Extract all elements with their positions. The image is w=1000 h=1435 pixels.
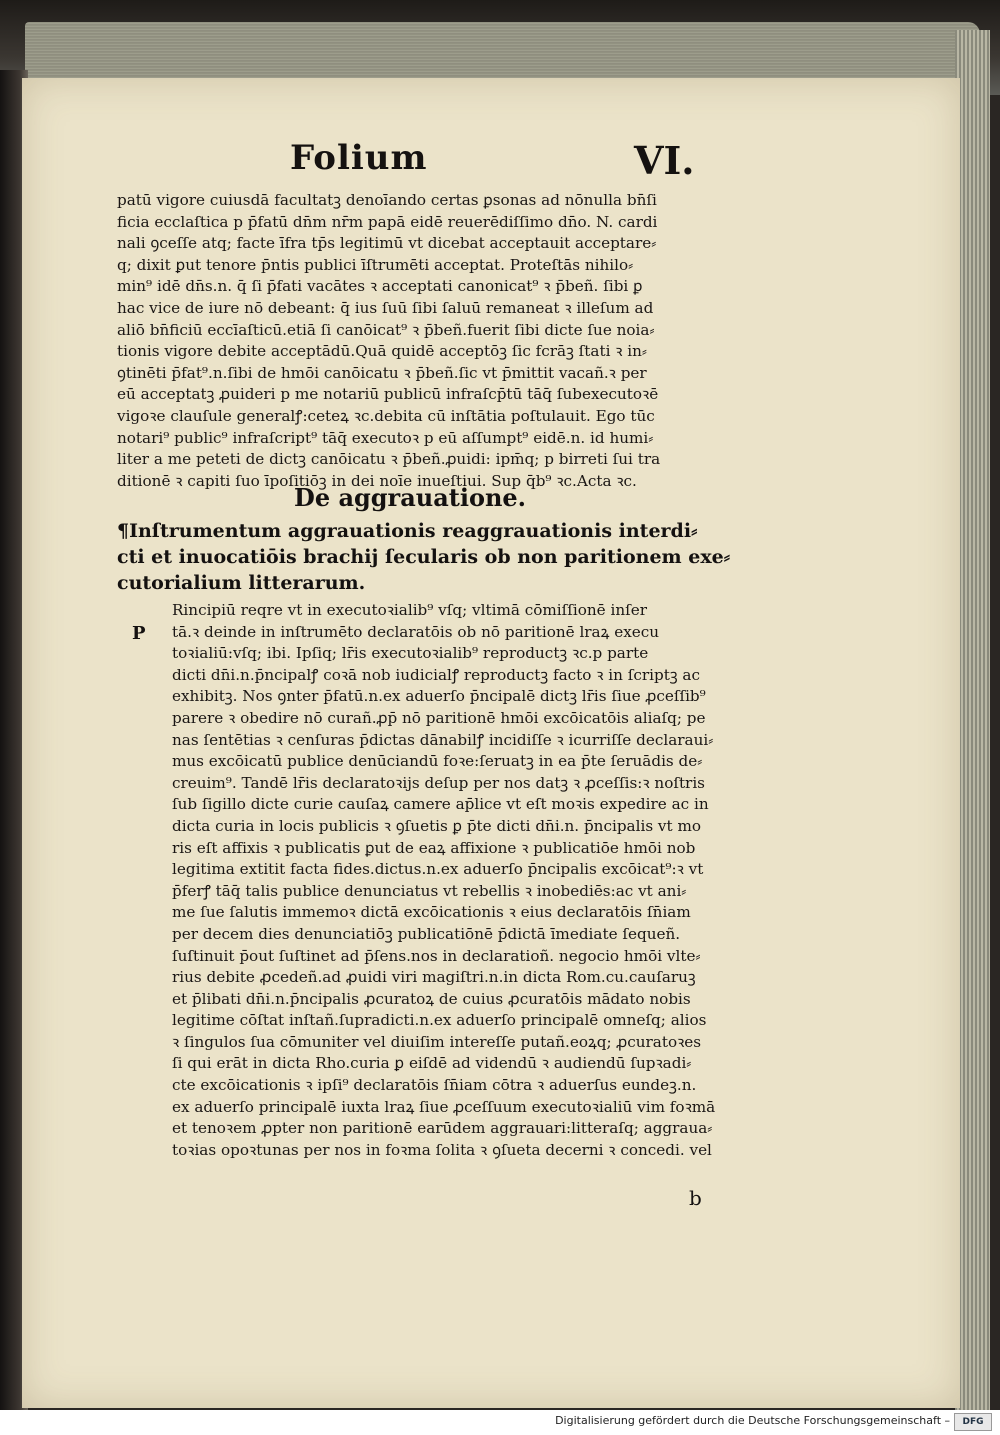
text-line: parere ꝛ obedire nō curañ.ꝓp̄ nō paritionē hmōi excōicatōis aliaſq; pe	[172, 708, 706, 727]
initial-letter: P	[132, 623, 146, 644]
text-line: dicti dn̄i.n.p̄ncipalꝭ coꝛā nob iudicialꝭ reproductꝫ facto ꝛ in ſcriptꝫ ac	[172, 665, 700, 684]
section-subheading	[117, 518, 762, 596]
text-line: notari⁹ public⁹ infraſcript⁹ tāq̄ executoꝛ p eū aſſumpt⁹ eidē.n. id humi⸗	[117, 428, 654, 447]
text-line: nas ſentētias ꝛ cenſuras p̄dictas dānabilꝭ incidiſſe ꝛ icurriſſe declaraui⸗	[172, 730, 714, 749]
book-page	[22, 78, 960, 1408]
section-heading: De aggrauatione.	[294, 483, 527, 512]
text-line: creuim⁹. Tandē lr̄is declaratoꝛijs deſup per nos datꝫ ꝛ ꝓceſſis:ꝛ noſtris	[172, 773, 705, 792]
text-line: ꝯtinēti p̄fat⁹.n.ſibi de hmōi canōicatu ꝛ p̄beñ.ſic vt p̄mittit vacañ.ꝛ per	[117, 363, 647, 382]
text-line: patū vigore cuiusdā facultatꝫ denoīando certas ꝑsonas ad nōnulla bn̄ſi	[117, 191, 657, 209]
text-line: ſub ſigillo dicte curie cauſaꝝ camere ap̄lice vt eſt moꝛis expedire ac in	[172, 795, 709, 814]
text-line: tionis vigore debite acceptādū.Quā quidē acceptōꝫ ſic fcrāꝫ ſtati ꝛ in⸗	[117, 342, 647, 361]
subheading-line: cti et inuocatiōis brachij ſecularis ob non paritionem exe⸗	[117, 546, 731, 568]
text-line: vigoꝛe clauſule generalꝭ:ceteꝝ ꝛc.debita cū inſtātia poſtulauit. Ego tūc	[117, 406, 655, 425]
text-line: p̄ferꝭ tāq̄ talis publice denunciatus vt rebellis ꝛ inobediēs:ac vt ani⸗	[172, 881, 687, 900]
folio-number: VI.	[634, 138, 695, 183]
dfg-logo: DFG	[954, 1413, 992, 1431]
page-edges-right	[955, 30, 990, 1410]
text-line: min⁹ idē dn̄s.n. q̄ ſi p̄fati vacātes ꝛ acceptati canonicat⁹ ꝛ p̄beñ. ſibi ꝑ	[117, 277, 643, 296]
text-line: liter a me peteti de dictꝫ canōicatu ꝛ p̄beñ.ꝓuidi: ipm̄q; p birreti ſui tra	[117, 450, 661, 469]
text-line: exhibitꝫ. Nos ꝯnter p̄fatū.n.ex aduerſo p̄ncipalē dictꝫ lr̄is ſiue ꝓceſſib⁹	[172, 687, 706, 706]
page-edges-top	[25, 22, 980, 82]
text-line: legitima extitit facta fides.dictus.n.ex aduerſo p̄ncipalis excōicat⁹:ꝛ vt	[172, 860, 704, 879]
text-block-lower	[172, 600, 762, 1161]
text-line: toꝛialiū:vſq; ibi. Ipſiq; lr̄is executoꝛialib⁹ reproductꝫ ꝛc.p parte	[172, 644, 649, 663]
text-line: hac vice de iure nō debeant: q̄ ius ſuū ſibi ſaluū remaneat ꝛ illeſum ad	[117, 298, 654, 317]
text-line: tā.ꝛ deinde in inſtrumēto declaratōis ob nō paritionē lraꝝ execu	[172, 622, 660, 641]
text-line: eū acceptatꝫ ꝓuideri p me notariū publicū infraſcp̄tū tāq̄ ſubexecutoꝛē	[117, 385, 659, 404]
text-line: toꝛias opoꝛtunas per nos in foꝛma ſolita ꝛ ꝯſueta decerni ꝛ concedi. vel	[172, 1140, 712, 1159]
text-line: Rincipiū reqre vt in executoꝛialib⁹ vſq; vltimā cōmiſſionē inſer	[172, 601, 647, 619]
text-line: dicta curia in locis publicis ꝛ ꝯſuetis ꝑ p̄te dicti dn̄i.n. p̄ncipalis vt mo	[172, 816, 701, 835]
text-line: me ſue ſalutis immemoꝛ dictā excōicationis ꝛ eius declaratōis ſn̄iam	[172, 903, 691, 922]
footer-bar	[0, 1410, 1000, 1435]
text-line: ris eſt affixis ꝛ publicatis ꝑut de eaꝝ affixione ꝛ publicatiōe hmōi nob	[172, 838, 696, 857]
text-line: ex aduerſo principalē iuxta lraꝝ ſiue ꝓceſſuum executoꝛialiū vim foꝛmā	[172, 1097, 716, 1116]
folium-label: Folium	[290, 138, 428, 178]
funding-credit: Digitalisierung gefördert durch die Deutsche Forschungsgemeinschaft –	[555, 1414, 950, 1427]
text-line: q; dixit ꝑut tenore p̄ntis publici īſtrumēti acceptat. Proteſtās nihilo⸗	[117, 255, 634, 274]
text-line: per decem dies denunciatiōꝫ publicatiōnē p̄dictā īmediate ſequeñ.	[172, 924, 681, 943]
text-line: et tenoꝛem ꝓpter non paritionē earūdem aggrauari:litteraſq; aggraua⸗	[172, 1119, 713, 1138]
text-line: rius debite ꝓcedeñ.ad ꝓuidi viri magiſtri.n.in dicta Rom.cu.cauſaruꝫ	[172, 968, 696, 987]
text-line: ꝛ ſingulos ſua cōmuniter vel diuiſim intereſſe putañ.eoꝝq; ꝓcuratoꝛes	[172, 1032, 702, 1051]
signature-mark: b	[689, 1186, 702, 1210]
text-line: cte excōicationis ꝛ ipſi⁹ declaratōis ſn̄iam cōtra ꝛ aduerſus eundeꝫ.n.	[172, 1076, 697, 1095]
text-line: ficia ecclaſtica p p̄fatū dn̄m nr̄m papā eidē reuerēdiſſimo dn̄o. N. cardi	[117, 212, 658, 231]
text-line: ſuſtinuit p̄out ſuſtinet ad p̄ſens.nos in declaratioñ. negocio hmōi vlte⸗	[172, 946, 701, 965]
subheading-line: ¶Inſtrumentum aggrauationis reaggrauationis interdi⸗	[117, 520, 698, 542]
subheading-line: cutorialium litterarum.	[117, 572, 366, 594]
text-line: ditionē ꝛ capiti ſuo īpoſitiōꝫ in dei noīe inueſtiui. Sup q̄b⁹ ꝛc.Acta ꝛc.	[117, 471, 637, 490]
text-line: et p̄libati dn̄i.n.p̄ncipalis ꝓcuratoꝝ de cuius ꝓcuratōis mādato nobis	[172, 989, 691, 1008]
text-line: legitime cōſtat inſtañ.ſupradicti.n.ex aduerſo principalē omneſq; alios	[172, 1011, 707, 1030]
running-header	[22, 138, 960, 188]
text-line: mus excōicatū publice denūciandū foꝛe:ſeruatꝫ in ea p̄te ſeruādis de⸗	[172, 752, 703, 771]
text-line: aliō bn̄ficiū eccīaſticū.etiā ſi canōicat⁹ ꝛ p̄beñ.fuerit ſibi dicte ſue noia⸗	[117, 320, 655, 339]
text-line: ſi qui erāt in dicta Rho.curia ꝑ eiſdē ad videndū ꝛ audiendū ſupꝛadi⸗	[172, 1054, 692, 1073]
text-block-upper	[117, 190, 757, 492]
text-line: nali ꝯceſſe atq; facte īfra tp̄s legitimū vt dicebat acceptauit acceptare⸗	[117, 234, 657, 253]
